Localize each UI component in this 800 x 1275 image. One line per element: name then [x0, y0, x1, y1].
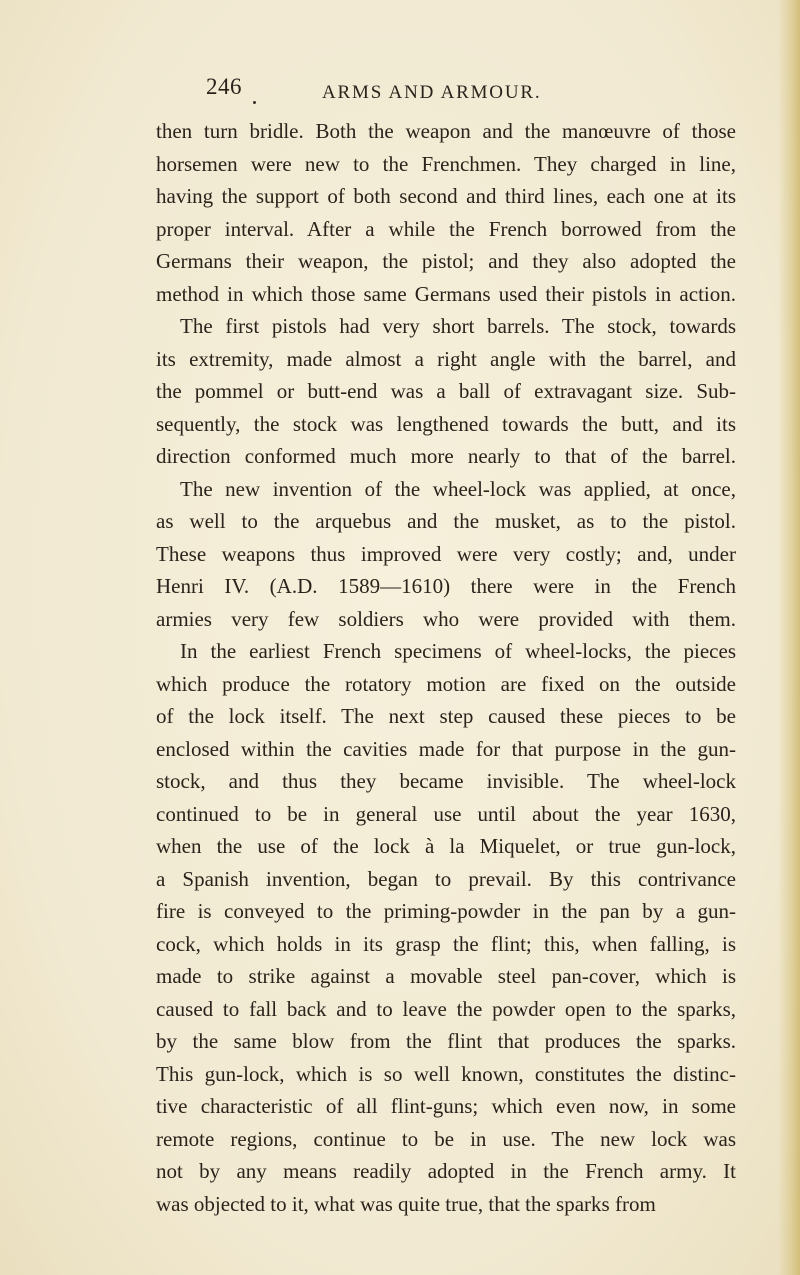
- text-line: stock, and thus they became invisible. The wheel-lock: [156, 769, 736, 793]
- text-line: The first pistols had very short barrels. The stock, towards: [180, 314, 736, 338]
- text-line: fire is conveyed to the priming-powder in the pan by a gun-: [156, 899, 736, 923]
- text-line: remote regions, continue to be in use. The new lock was: [156, 1126, 736, 1151]
- print-speck: [253, 101, 256, 104]
- text-line: horsemen were new to the Frenchmen. They charged in line,: [156, 151, 736, 176]
- text-line: enclosed within the cavities made for that purpose in the gun-: [156, 736, 736, 761]
- page-edge-shading: [778, 0, 800, 1275]
- page-number: 246: [206, 74, 242, 99]
- text-line: by the same blow from the flint that produces the sparks.: [156, 1029, 736, 1053]
- text-line: cock, which holds in its grasp the flint; this, when falling, is: [156, 931, 736, 956]
- text-line: method in which those same Germans used their pistols in action.: [156, 281, 736, 306]
- text-line: was objected to it, what was quite true, that the sparks from: [156, 1191, 656, 1216]
- text-line: then turn bridle. Both the weapon and the manœuvre of those: [156, 119, 736, 143]
- text-line: direction conformed much more nearly to that of the barrel.: [156, 444, 736, 468]
- text-line: the pommel or butt-end was a ball of extravagant size. Sub-: [156, 379, 736, 403]
- text-line: The new invention of the wheel-lock was applied, at once,: [180, 476, 736, 501]
- running-head: ARMS AND ARMOUR.: [322, 82, 542, 103]
- text-line: continued to be in general use until about the year 1630,: [156, 801, 736, 826]
- text-line: proper interval. After a while the French borrowed from the: [156, 216, 736, 241]
- text-line: having the support of both second and third lines, each one at its: [156, 184, 736, 208]
- text-line: a Spanish invention, began to prevail. By this contrivance: [156, 866, 736, 891]
- text-line: which produce the rotatory motion are fixed on the outside: [156, 671, 736, 696]
- text-line: Germans their weapon, the pistol; and they also adopted the: [156, 249, 736, 273]
- text-line: not by any means readily adopted in the French army. It: [156, 1159, 736, 1183]
- text-line: Henri IV. (A.D. 1589—1610) there were in the French: [156, 574, 736, 598]
- text-line: when the use of the lock à la Miquelet, or true gun-lock,: [156, 834, 736, 858]
- text-line: armies very few soldiers who were provided with them.: [156, 606, 736, 631]
- text-line: sequently, the stock was lengthened towards the butt, and its: [156, 411, 736, 436]
- text-line: These weapons thus improved were very costly; and, under: [156, 541, 736, 566]
- text-line: its extremity, made almost a right angle with the barrel, and: [156, 346, 736, 371]
- body-text: [156, 115, 736, 1220]
- text-line: of the lock itself. The next step caused these pieces to be: [156, 704, 736, 728]
- text-line: This gun-lock, which is so well known, constitutes the distinc-: [156, 1061, 736, 1086]
- text-line: caused to fall back and to leave the powder open to the sparks,: [156, 996, 736, 1021]
- text-line: In the earliest French specimens of wheel-locks, the pieces: [180, 639, 736, 663]
- text-line: as well to the arquebus and the musket, as to the pistol.: [156, 509, 736, 533]
- text-line: made to strike against a movable steel pan-cover, which is: [156, 964, 736, 988]
- text-line: tive characteristic of all flint-guns; which even now, in some: [156, 1094, 736, 1118]
